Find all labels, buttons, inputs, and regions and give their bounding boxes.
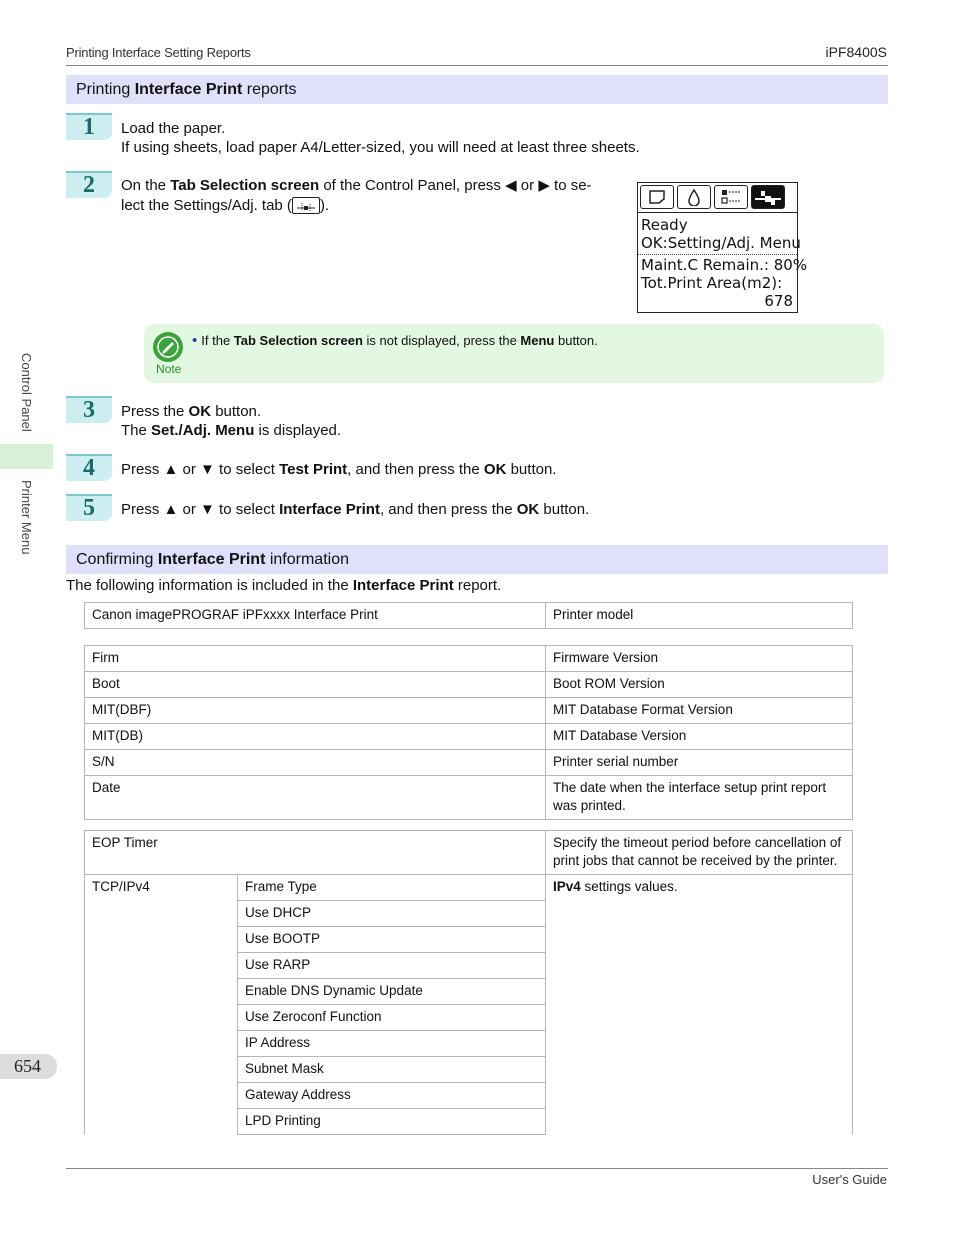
- table-cell: Date: [85, 776, 546, 820]
- page-number: 654: [0, 1054, 57, 1079]
- lcd-status: Ready: [641, 216, 688, 234]
- step-5-text: Press ▲ or ▼ to select Interface Print, and then press the OK button.: [121, 501, 590, 518]
- table-versions: [84, 645, 853, 820]
- table-cell: Boot: [85, 672, 546, 698]
- lcd-hint: OK:Setting/Adj. Menu: [641, 234, 801, 252]
- lcd-tab-row: [638, 183, 797, 213]
- paper-tab-icon: [640, 185, 674, 209]
- table-cell: EOP Timer: [85, 831, 546, 875]
- table-cell: MIT(DBF): [85, 698, 546, 724]
- lcd-total-print-area-value: 678: [764, 292, 793, 310]
- table-cell: Subnet Mask: [238, 1057, 546, 1083]
- ink-tab-icon: [677, 185, 711, 209]
- table-row: [85, 603, 853, 629]
- table-row: [85, 646, 853, 672]
- section-heading-printing: Printing Interface Print reports: [66, 75, 888, 104]
- left-arrow-icon: ◀: [505, 177, 517, 194]
- table-cell: The date when the interface setup print report was printed.: [546, 776, 853, 820]
- table-row: [85, 698, 853, 724]
- step-1-text: Load the paper. If using sheets, load paper A4/Letter-sized, you will need at least three sheets.: [121, 120, 640, 156]
- step-2-text: On the Tab Selection screen of the Control Panel, press ◀ or ▶ to se- lect the Settings/Adj. tab ( ).: [121, 177, 592, 214]
- table-cell: Use Zeroconf Function: [238, 1005, 546, 1031]
- table-row: [85, 750, 853, 776]
- table-cell: Printer model: [546, 603, 853, 629]
- right-arrow-icon: ▶: [538, 177, 550, 194]
- job-tab-icon: [714, 185, 748, 209]
- table-row: [85, 776, 853, 820]
- footer-divider: [66, 1168, 888, 1169]
- note-text: • If the Tab Selection screen is not displayed, press the Menu button.: [192, 332, 598, 349]
- settings-adj-tab-icon: [292, 197, 320, 214]
- control-panel-display: [637, 182, 808, 313]
- step-number-4: 4: [66, 454, 112, 481]
- note-pencil-icon: [153, 332, 183, 362]
- table-cell: Firmware Version: [546, 646, 853, 672]
- table-cell: Use RARP: [238, 953, 546, 979]
- step-4-text: Press ▲ or ▼ to select Test Print, and then press the OK button.: [121, 461, 557, 478]
- footer-guide-title: User's Guide: [812, 1172, 887, 1187]
- table-cell: Frame Type: [238, 875, 546, 901]
- sidebar-active-marker: [0, 444, 53, 469]
- running-header-model: iPF8400S: [825, 44, 887, 60]
- table-row: [85, 724, 853, 750]
- table-cell: Canon imagePROGRAF iPFxxxx Interface Print: [85, 603, 546, 629]
- table-cell: IPv4 settings values.: [546, 875, 853, 1135]
- table-cell: Use DHCP: [238, 901, 546, 927]
- step-number-5: 5: [66, 494, 112, 521]
- step-number-3: 3: [66, 396, 112, 423]
- lcd-maint-remain: Maint.C Remain.: 80%: [641, 256, 808, 274]
- table-cell: Use BOOTP: [238, 927, 546, 953]
- note-box: [144, 324, 884, 383]
- table-network-settings: [84, 830, 853, 1135]
- table-cell: Boot ROM Version: [546, 672, 853, 698]
- section-heading-confirming: Confirming Interface Print information: [66, 545, 888, 574]
- table-cell: MIT Database Format Version: [546, 698, 853, 724]
- table-cell: Firm: [85, 646, 546, 672]
- table-printer-model: [84, 602, 853, 629]
- note-label: Note: [156, 362, 182, 376]
- table-cell: Specify the timeout period before cancellation of print jobs that cannot be received by the printer.: [546, 831, 853, 875]
- header-divider: [66, 65, 888, 66]
- sidebar-tab-control-panel[interactable]: Control Panel: [19, 353, 34, 432]
- table-cell: TCP/IPv4: [85, 875, 238, 1135]
- step-number-1: 1: [66, 113, 112, 140]
- table-cell: Printer serial number: [546, 750, 853, 776]
- lcd-divider: [638, 254, 797, 255]
- step-3-text: Press the OK button. The Set./Adj. Menu is displayed.: [121, 403, 342, 439]
- lcd-total-print-area-label: Tot.Print Area(m2):: [641, 274, 783, 292]
- table-row: [85, 875, 853, 901]
- table-cell: Gateway Address: [238, 1083, 546, 1109]
- table-cell: Enable DNS Dynamic Update: [238, 979, 546, 1005]
- step-number-2: 2: [66, 171, 112, 198]
- table-cell: LPD Printing: [238, 1109, 546, 1135]
- table-row: [85, 672, 853, 698]
- intro-paragraph: The following information is included in the Interface Print report.: [66, 577, 502, 594]
- table-cell: MIT(DB): [85, 724, 546, 750]
- running-header-title: Printing Interface Setting Reports: [66, 45, 251, 60]
- settings-tab-icon: [751, 185, 785, 209]
- table-row: [85, 831, 853, 875]
- table-cell: IP Address: [238, 1031, 546, 1057]
- table-cell: S/N: [85, 750, 546, 776]
- sidebar-tab-printer-menu[interactable]: Printer Menu: [19, 480, 34, 555]
- table-cell: MIT Database Version: [546, 724, 853, 750]
